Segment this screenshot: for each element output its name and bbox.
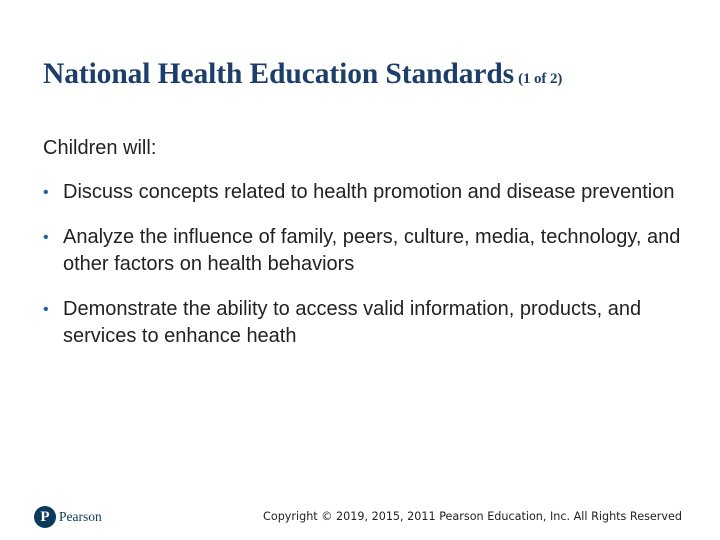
pearson-wordmark: Pearson — [59, 509, 102, 524]
footer — [0, 500, 720, 534]
bullet-text: Discuss concepts related to health promotion and disease prevention — [63, 181, 675, 203]
pearson-p-icon: P — [34, 506, 56, 528]
copyright-text: Copyright © 2019, 2015, 2011 Pearson Education, Inc. All Rights Reserved — [263, 510, 682, 523]
slide-subtitle: (1 of 2) — [518, 71, 563, 87]
slide-title-text: National Health Education Standards — [43, 58, 515, 90]
bullet-list — [43, 179, 693, 368]
bullet-text: Demonstrate the ability to access valid information, products, and services to enhance heath — [63, 298, 642, 347]
bullet-icon: • — [43, 301, 49, 318]
bullet-icon: • — [43, 229, 49, 246]
list-item — [43, 224, 693, 278]
intro-text: Children will: — [43, 137, 157, 159]
list-item — [43, 179, 693, 206]
slide-title — [43, 58, 562, 91]
bullet-icon: • — [43, 184, 49, 201]
bullet-text: Analyze the influence of family, peers, culture, media, technology, and other factors on health behaviors — [63, 226, 681, 275]
list-item — [43, 296, 693, 350]
pearson-logo — [34, 506, 102, 528]
